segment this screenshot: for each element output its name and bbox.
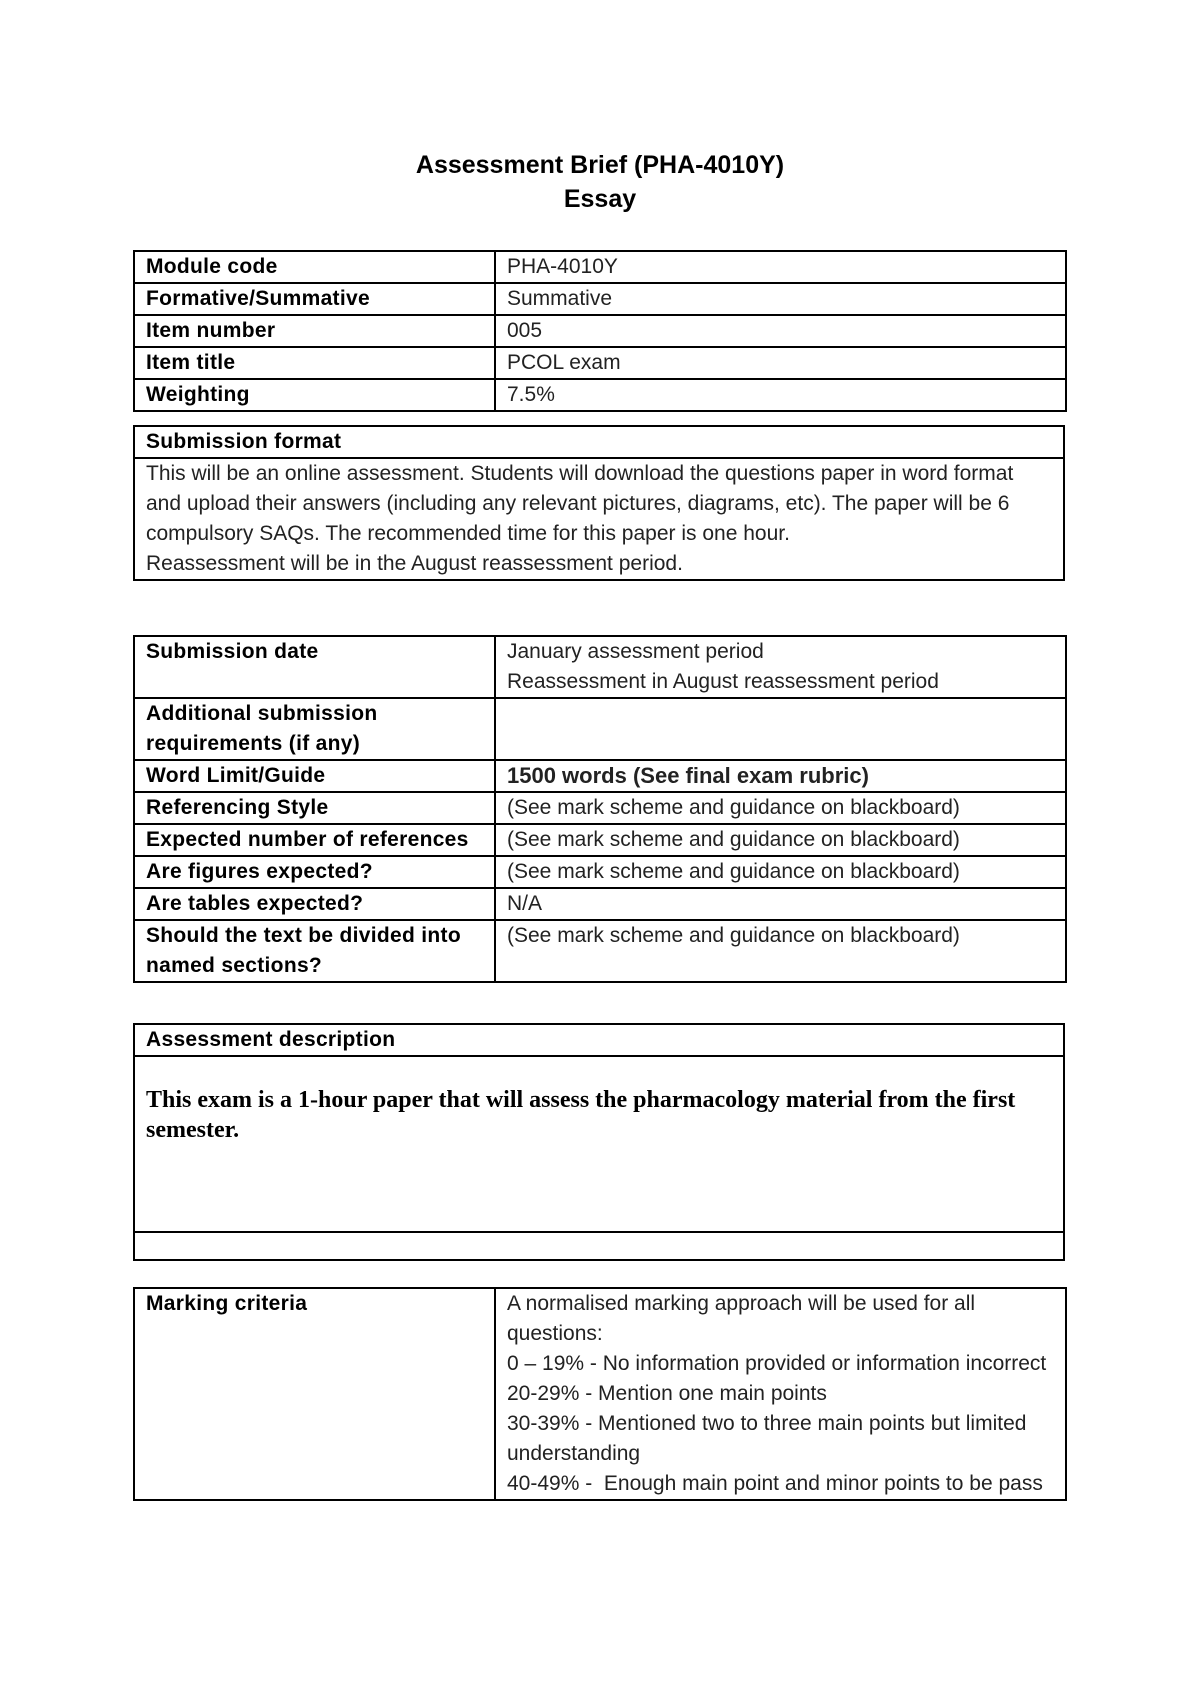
- submission-format-text: This will be an online assessment. Students will download the questions paper in word format and upload their answers (including any relevant pictures, diagrams, etc). The paper will be 6 compulsory SAQs. The recommended time for this paper is one hour.: [146, 462, 1014, 545]
- formative-summative-label: Formative/Summative: [134, 283, 495, 315]
- marking-criteria-value: [495, 1288, 1066, 1500]
- assessment-description-table: [133, 1023, 1065, 1261]
- formative-summative-value: Summative: [495, 283, 1066, 315]
- marking-criteria-intro: A normalised marking approach will be used for all questions:: [507, 1292, 976, 1345]
- marking-band: 20-29% - Mention one main points: [507, 1382, 827, 1405]
- marking-band: 40-49% - Enough main point and minor points to be pass: [507, 1472, 1043, 1495]
- additional-requirements-label: Additional submission requirements (if any): [134, 698, 495, 760]
- tables-expected-value: N/A: [495, 888, 1066, 920]
- table-row: [134, 698, 1066, 760]
- table-row: [134, 920, 1066, 982]
- table-row: [134, 251, 1066, 283]
- table-row: [134, 379, 1066, 411]
- table-row: [134, 824, 1066, 856]
- submission-format-body: [134, 458, 1064, 580]
- assessment-description-empty-row: [134, 1232, 1064, 1260]
- item-title-label: Item title: [134, 347, 495, 379]
- table-row: [134, 315, 1066, 347]
- submission-date-label: Submission date: [134, 636, 495, 698]
- additional-requirements-value: [495, 698, 1066, 760]
- word-limit-value: 1500 words (See final exam rubric): [495, 760, 1066, 792]
- weighting-label: Weighting: [134, 379, 495, 411]
- weighting-value: 7.5%: [495, 379, 1066, 411]
- submission-format-heading: Submission format: [134, 426, 1064, 458]
- expected-references-value: (See mark scheme and guidance on blackboard): [495, 824, 1066, 856]
- table-row: [134, 636, 1066, 698]
- document-subtitle: Essay: [563, 185, 637, 213]
- assessment-description-text: This exam is a 1-hour paper that will assess the pharmacology material from the first semester.: [134, 1056, 1064, 1232]
- marking-criteria-table: [133, 1287, 1067, 1501]
- named-sections-label: Should the text be divided into named sections?: [134, 920, 495, 982]
- table-row: [134, 458, 1064, 580]
- item-title-value: PCOL exam: [495, 347, 1066, 379]
- document-title: Assessment Brief (PHA-4010Y): [415, 151, 785, 179]
- submission-date-value: [495, 636, 1066, 698]
- table-row: [134, 347, 1066, 379]
- item-number-label: Item number: [134, 315, 495, 347]
- referencing-style-label: Referencing Style: [134, 792, 495, 824]
- submission-date-line: January assessment period: [507, 640, 764, 663]
- submission-format-reassessment: Reassessment will be in the August reassessment period.: [146, 552, 683, 575]
- word-limit-label: Word Limit/Guide: [134, 760, 495, 792]
- referencing-style-value: (See mark scheme and guidance on blackboard): [495, 792, 1066, 824]
- table-row: [134, 856, 1066, 888]
- marking-band: 0 – 19% - No information provided or information incorrect: [507, 1352, 1047, 1375]
- marking-band: 30-39% - Mentioned two to three main points but limited understanding: [507, 1412, 1027, 1465]
- document-title-block: [0, 148, 1200, 216]
- item-number-value: 005: [495, 315, 1066, 347]
- assessment-description-heading: Assessment description: [134, 1024, 1064, 1056]
- figures-expected-label: Are figures expected?: [134, 856, 495, 888]
- named-sections-value: (See mark scheme and guidance on blackboard): [495, 920, 1066, 982]
- submission-date-line: Reassessment in August reassessment period: [507, 670, 939, 693]
- module-info-table: [133, 250, 1067, 412]
- submission-details-table: [133, 635, 1067, 983]
- table-row: [134, 1288, 1066, 1500]
- module-code-label: Module code: [134, 251, 495, 283]
- module-code-value: PHA-4010Y: [495, 251, 1066, 283]
- tables-expected-label: Are tables expected?: [134, 888, 495, 920]
- table-row: [134, 283, 1066, 315]
- table-row: [134, 888, 1066, 920]
- submission-format-table: [133, 425, 1065, 581]
- table-row: [134, 792, 1066, 824]
- table-row: [134, 1024, 1064, 1056]
- table-row: [134, 760, 1066, 792]
- table-row: [134, 1232, 1064, 1260]
- marking-criteria-label: Marking criteria: [134, 1288, 495, 1500]
- expected-references-label: Expected number of references: [134, 824, 495, 856]
- figures-expected-value: (See mark scheme and guidance on blackboard): [495, 856, 1066, 888]
- table-row: [134, 1056, 1064, 1232]
- table-row: [134, 426, 1064, 458]
